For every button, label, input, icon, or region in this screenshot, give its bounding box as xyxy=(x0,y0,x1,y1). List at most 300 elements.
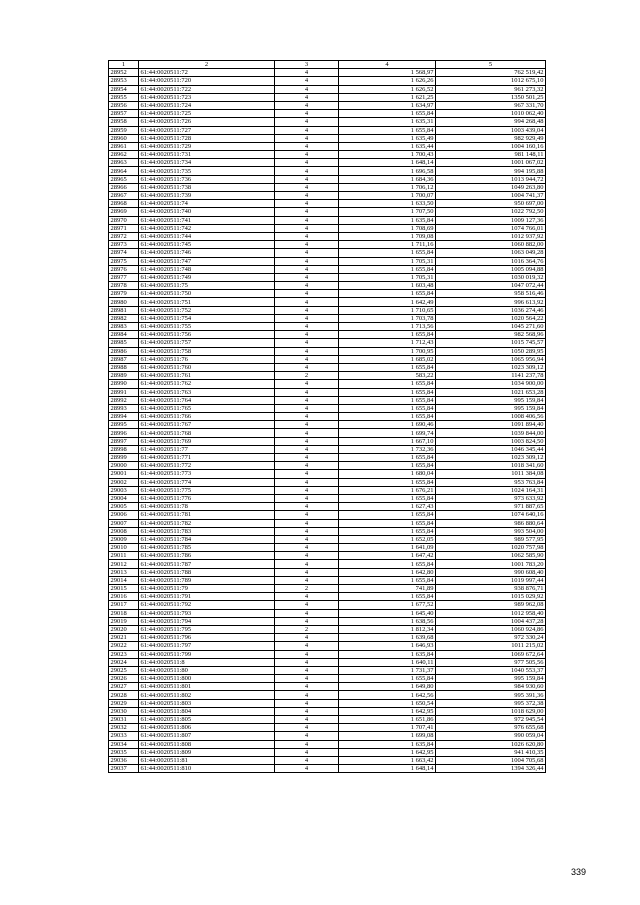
cadastral-number-cell: 61:44:0020511:78 xyxy=(139,503,275,511)
table-row xyxy=(109,265,546,273)
cadastral-value-cell: 1069 672,64 xyxy=(436,650,546,658)
category-cell: 4 xyxy=(275,691,339,699)
cadastral-value-table xyxy=(108,60,546,773)
cadastral-number-cell: 61:44:0020511:742 xyxy=(139,224,275,232)
cadastral-value-cell: 1015 029,92 xyxy=(436,593,546,601)
cadastral-value-cell: 1013 944,72 xyxy=(436,175,546,183)
row-number-cell: 29012 xyxy=(109,560,139,568)
category-cell: 4 xyxy=(275,535,339,543)
cadastral-value-cell: 1023 309,12 xyxy=(436,454,546,462)
area-cell: 1 712,43 xyxy=(339,339,436,347)
cadastral-number-cell: 61:44:0020511:800 xyxy=(139,675,275,683)
cadastral-value-cell: 989 962,08 xyxy=(436,601,546,609)
cadastral-value-cell: 971 887,65 xyxy=(436,503,546,511)
cadastral-number-cell: 61:44:0020511:776 xyxy=(139,494,275,502)
category-cell: 4 xyxy=(275,282,339,290)
cadastral-number-cell: 61:44:0020511:763 xyxy=(139,388,275,396)
row-number-cell: 29000 xyxy=(109,462,139,470)
area-cell: 1 635,49 xyxy=(339,134,436,142)
row-number-cell: 29005 xyxy=(109,503,139,511)
table-row xyxy=(109,134,546,142)
category-cell: 4 xyxy=(275,323,339,331)
cadastral-value-cell: 982 568,96 xyxy=(436,331,546,339)
row-number-cell: 29002 xyxy=(109,478,139,486)
category-cell: 4 xyxy=(275,462,339,470)
table-row xyxy=(109,732,546,740)
category-cell: 4 xyxy=(275,85,339,93)
table-row xyxy=(109,617,546,625)
row-number-cell: 28995 xyxy=(109,421,139,429)
cadastral-value-cell: 1012 675,10 xyxy=(436,77,546,85)
category-cell: 4 xyxy=(275,437,339,445)
table-row xyxy=(109,208,546,216)
cadastral-value-cell: 984 930,60 xyxy=(436,683,546,691)
table-row xyxy=(109,724,546,732)
table-row xyxy=(109,216,546,224)
row-number-cell: 29035 xyxy=(109,748,139,756)
category-cell: 4 xyxy=(275,118,339,126)
row-number-cell: 28983 xyxy=(109,323,139,331)
cadastral-number-cell: 61:44:0020511:761 xyxy=(139,372,275,380)
area-cell: 1 641,09 xyxy=(339,544,436,552)
cadastral-value-cell: 1060 924,86 xyxy=(436,625,546,633)
table-row xyxy=(109,93,546,101)
category-cell: 4 xyxy=(275,192,339,200)
cadastral-value-cell: 1026 620,80 xyxy=(436,740,546,748)
row-number-cell: 28982 xyxy=(109,314,139,322)
area-cell: 1 635,44 xyxy=(339,142,436,150)
row-number-cell: 29026 xyxy=(109,675,139,683)
area-cell: 1 635,84 xyxy=(339,216,436,224)
row-number-cell: 29009 xyxy=(109,535,139,543)
cadastral-value-cell: 994 195,88 xyxy=(436,167,546,175)
row-number-cell: 28956 xyxy=(109,101,139,109)
category-cell: 4 xyxy=(275,544,339,552)
table-row xyxy=(109,544,546,552)
cadastral-number-cell: 61:44:0020511:765 xyxy=(139,404,275,412)
row-number-cell: 28994 xyxy=(109,413,139,421)
cadastral-number-cell: 61:44:0020511:750 xyxy=(139,290,275,298)
row-number-cell: 28998 xyxy=(109,445,139,453)
table-header xyxy=(109,61,546,69)
category-cell: 4 xyxy=(275,634,339,642)
area-cell: 1 655,84 xyxy=(339,290,436,298)
row-number-cell: 29001 xyxy=(109,470,139,478)
row-number-cell: 29034 xyxy=(109,740,139,748)
cadastral-value-cell: 1091 894,40 xyxy=(436,421,546,429)
table-row xyxy=(109,462,546,470)
cadastral-number-cell: 61:44:0020511:791 xyxy=(139,593,275,601)
table-row xyxy=(109,388,546,396)
table-row xyxy=(109,167,546,175)
category-cell: 4 xyxy=(275,658,339,666)
cadastral-number-cell: 61:44:0020511:726 xyxy=(139,118,275,126)
area-cell: 1 635,31 xyxy=(339,118,436,126)
row-number-cell: 28980 xyxy=(109,298,139,306)
cadastral-number-cell: 61:44:0020511:768 xyxy=(139,429,275,437)
row-number-cell: 28970 xyxy=(109,216,139,224)
category-cell: 4 xyxy=(275,650,339,658)
table-row xyxy=(109,273,546,281)
area-cell: 1 710,65 xyxy=(339,306,436,314)
area-cell: 1 648,14 xyxy=(339,159,436,167)
table-row xyxy=(109,175,546,183)
category-cell: 4 xyxy=(275,69,339,77)
category-cell: 4 xyxy=(275,380,339,388)
row-number-cell: 28963 xyxy=(109,159,139,167)
table-row xyxy=(109,232,546,240)
row-number-cell: 28962 xyxy=(109,151,139,159)
table-row xyxy=(109,740,546,748)
cadastral-number-cell: 61:44:0020511:762 xyxy=(139,380,275,388)
cadastral-value-cell: 1022 792,50 xyxy=(436,208,546,216)
category-cell: 4 xyxy=(275,445,339,453)
table-row xyxy=(109,503,546,511)
cadastral-value-cell: 986 880,64 xyxy=(436,519,546,527)
table-row xyxy=(109,601,546,609)
category-cell: 4 xyxy=(275,151,339,159)
table-row xyxy=(109,486,546,494)
row-number-cell: 29036 xyxy=(109,756,139,764)
cadastral-number-cell: 61:44:0020511:810 xyxy=(139,765,275,773)
cadastral-value-cell: 973 633,92 xyxy=(436,494,546,502)
cadastral-number-cell: 61:44:0020511:75 xyxy=(139,282,275,290)
row-number-cell: 28955 xyxy=(109,93,139,101)
category-cell: 2 xyxy=(275,585,339,593)
table-row xyxy=(109,756,546,764)
area-cell: 1 706,12 xyxy=(339,183,436,191)
cadastral-number-cell: 61:44:0020511:764 xyxy=(139,396,275,404)
cadastral-number-cell: 61:44:0020511:809 xyxy=(139,748,275,756)
cadastral-value-cell: 1040 553,37 xyxy=(436,666,546,674)
cadastral-number-cell: 61:44:0020511:735 xyxy=(139,167,275,175)
row-number-cell: 28989 xyxy=(109,372,139,380)
table-row xyxy=(109,257,546,265)
area-cell: 1 705,31 xyxy=(339,273,436,281)
row-number-cell: 28999 xyxy=(109,454,139,462)
row-number-cell: 28965 xyxy=(109,175,139,183)
cadastral-number-cell: 61:44:0020511:755 xyxy=(139,323,275,331)
table-row xyxy=(109,241,546,249)
area-cell: 1 655,84 xyxy=(339,413,436,421)
cadastral-number-cell: 61:44:0020511:792 xyxy=(139,601,275,609)
area-cell: 1 621,25 xyxy=(339,93,436,101)
cadastral-number-cell: 61:44:0020511:80 xyxy=(139,666,275,674)
area-cell: 1 638,56 xyxy=(339,617,436,625)
cadastral-value-cell: 1039 844,00 xyxy=(436,429,546,437)
cadastral-value-cell: 995 159,84 xyxy=(436,396,546,404)
area-cell: 1 655,84 xyxy=(339,331,436,339)
area-cell: 1 642,95 xyxy=(339,748,436,756)
category-cell: 4 xyxy=(275,675,339,683)
cadastral-number-cell: 61:44:0020511:766 xyxy=(139,413,275,421)
cadastral-value-cell: 953 763,84 xyxy=(436,478,546,486)
category-cell: 4 xyxy=(275,642,339,650)
table-row xyxy=(109,290,546,298)
table-row xyxy=(109,593,546,601)
table-row xyxy=(109,142,546,150)
cadastral-number-cell: 61:44:0020511:76 xyxy=(139,355,275,363)
cadastral-value-cell: 1019 997,44 xyxy=(436,576,546,584)
area-cell: 1 700,43 xyxy=(339,151,436,159)
cadastral-number-cell: 61:44:0020511:81 xyxy=(139,756,275,764)
row-number-cell: 28996 xyxy=(109,429,139,437)
table-row xyxy=(109,494,546,502)
cadastral-value-cell: 982 929,49 xyxy=(436,134,546,142)
row-number-cell: 28976 xyxy=(109,265,139,273)
area-cell: 1 655,84 xyxy=(339,404,436,412)
area-cell: 1 812,34 xyxy=(339,625,436,633)
cadastral-number-cell: 61:44:0020511:723 xyxy=(139,93,275,101)
cadastral-number-cell: 61:44:0020511:734 xyxy=(139,159,275,167)
cadastral-value-cell: 995 372,38 xyxy=(436,699,546,707)
area-cell: 741,89 xyxy=(339,585,436,593)
category-cell: 4 xyxy=(275,421,339,429)
cadastral-number-cell: 61:44:0020511:752 xyxy=(139,306,275,314)
cadastral-number-cell: 61:44:0020511:79 xyxy=(139,585,275,593)
cadastral-value-cell: 1001 067,02 xyxy=(436,159,546,167)
area-cell: 1 655,84 xyxy=(339,265,436,273)
category-cell: 4 xyxy=(275,666,339,674)
row-number-cell: 29014 xyxy=(109,576,139,584)
table-row xyxy=(109,69,546,77)
cadastral-value-cell: 1011 384,08 xyxy=(436,470,546,478)
table-row xyxy=(109,585,546,593)
row-number-cell: 28973 xyxy=(109,241,139,249)
table-row xyxy=(109,380,546,388)
row-number-cell: 28977 xyxy=(109,273,139,281)
area-cell: 1 647,42 xyxy=(339,552,436,560)
table-row xyxy=(109,625,546,633)
cadastral-number-cell: 61:44:0020511:787 xyxy=(139,560,275,568)
area-cell: 1 732,36 xyxy=(339,445,436,453)
category-cell: 4 xyxy=(275,142,339,150)
cadastral-value-cell: 995 159,84 xyxy=(436,404,546,412)
area-cell: 1 677,52 xyxy=(339,601,436,609)
cadastral-value-cell: 972 945,54 xyxy=(436,716,546,724)
cadastral-number-cell: 61:44:0020511:758 xyxy=(139,347,275,355)
cadastral-value-cell: 1004 160,16 xyxy=(436,142,546,150)
category-cell: 4 xyxy=(275,429,339,437)
table-row xyxy=(109,478,546,486)
table-row xyxy=(109,445,546,453)
category-cell: 4 xyxy=(275,527,339,535)
category-cell: 4 xyxy=(275,110,339,118)
table-row xyxy=(109,331,546,339)
cadastral-number-cell: 61:44:0020511:784 xyxy=(139,535,275,543)
cadastral-number-cell: 61:44:0020511:749 xyxy=(139,273,275,281)
area-cell: 1 655,84 xyxy=(339,462,436,470)
area-cell: 1 699,74 xyxy=(339,429,436,437)
row-number-cell: 29028 xyxy=(109,691,139,699)
cadastral-value-cell: 1030 019,32 xyxy=(436,273,546,281)
cadastral-value-cell: 1047 072,44 xyxy=(436,282,546,290)
table-row xyxy=(109,666,546,674)
cadastral-number-cell: 61:44:0020511:774 xyxy=(139,478,275,486)
cadastral-number-cell: 61:44:0020511:795 xyxy=(139,625,275,633)
cadastral-number-cell: 61:44:0020511:786 xyxy=(139,552,275,560)
row-number-cell: 28961 xyxy=(109,142,139,150)
row-number-cell: 28986 xyxy=(109,347,139,355)
area-cell: 1 680,04 xyxy=(339,470,436,478)
cadastral-value-cell: 1036 274,46 xyxy=(436,306,546,314)
area-cell: 1 627,43 xyxy=(339,503,436,511)
cadastral-number-cell: 61:44:0020511:736 xyxy=(139,175,275,183)
row-number-cell: 29025 xyxy=(109,666,139,674)
table-row xyxy=(109,192,546,200)
cadastral-value-cell: 1065 956,94 xyxy=(436,355,546,363)
cadastral-value-cell: 941 410,35 xyxy=(436,748,546,756)
row-number-cell: 29013 xyxy=(109,568,139,576)
table-row xyxy=(109,535,546,543)
cadastral-number-cell: 61:44:0020511:754 xyxy=(139,314,275,322)
area-cell: 1 655,84 xyxy=(339,126,436,134)
area-cell: 1 603,48 xyxy=(339,282,436,290)
category-cell: 4 xyxy=(275,388,339,396)
cadastral-number-cell: 61:44:0020511:724 xyxy=(139,101,275,109)
area-cell: 1 642,49 xyxy=(339,298,436,306)
area-cell: 1 655,84 xyxy=(339,249,436,257)
row-number-cell: 28975 xyxy=(109,257,139,265)
table-row xyxy=(109,200,546,208)
area-cell: 1 650,54 xyxy=(339,699,436,707)
category-cell: 4 xyxy=(275,454,339,462)
cadastral-value-cell: 1021 653,28 xyxy=(436,388,546,396)
category-cell: 4 xyxy=(275,290,339,298)
cadastral-value-cell: 990 608,40 xyxy=(436,568,546,576)
area-cell: 1 633,50 xyxy=(339,200,436,208)
table-row xyxy=(109,413,546,421)
area-cell: 1 626,26 xyxy=(339,77,436,85)
cadastral-value-cell: 996 613,92 xyxy=(436,298,546,306)
category-cell: 4 xyxy=(275,716,339,724)
area-cell: 1 667,10 xyxy=(339,437,436,445)
category-cell: 4 xyxy=(275,306,339,314)
area-cell: 1 640,11 xyxy=(339,658,436,666)
cadastral-number-cell: 61:44:0020511:767 xyxy=(139,421,275,429)
row-number-cell: 28984 xyxy=(109,331,139,339)
area-cell: 1 635,84 xyxy=(339,650,436,658)
cadastral-number-cell: 61:44:0020511:785 xyxy=(139,544,275,552)
row-number-cell: 28968 xyxy=(109,200,139,208)
cadastral-number-cell: 61:44:0020511:801 xyxy=(139,683,275,691)
category-cell: 4 xyxy=(275,617,339,625)
table-row xyxy=(109,363,546,371)
cadastral-value-cell: 1350 501,25 xyxy=(436,93,546,101)
category-cell: 4 xyxy=(275,249,339,257)
row-number-cell: 29021 xyxy=(109,634,139,642)
table-row xyxy=(109,282,546,290)
table-row xyxy=(109,658,546,666)
category-cell: 4 xyxy=(275,101,339,109)
cadastral-value-cell: 762 519,42 xyxy=(436,69,546,77)
category-cell: 4 xyxy=(275,77,339,85)
cadastral-number-cell: 61:44:0020511:781 xyxy=(139,511,275,519)
cadastral-value-cell: 1023 309,12 xyxy=(436,363,546,371)
cadastral-number-cell: 61:44:0020511:797 xyxy=(139,642,275,650)
area-cell: 1 635,84 xyxy=(339,740,436,748)
cadastral-value-cell: 990 059,04 xyxy=(436,732,546,740)
cadastral-number-cell: 61:44:0020511:789 xyxy=(139,576,275,584)
row-number-cell: 29029 xyxy=(109,699,139,707)
category-cell: 4 xyxy=(275,363,339,371)
cadastral-value-cell: 994 268,48 xyxy=(436,118,546,126)
cadastral-number-cell: 61:44:0020511:725 xyxy=(139,110,275,118)
row-number-cell: 28992 xyxy=(109,396,139,404)
area-cell: 1 655,84 xyxy=(339,363,436,371)
table-row xyxy=(109,454,546,462)
category-cell: 4 xyxy=(275,519,339,527)
cadastral-value-cell: 967 331,70 xyxy=(436,101,546,109)
cadastral-number-cell: 61:44:0020511:808 xyxy=(139,740,275,748)
category-cell: 4 xyxy=(275,241,339,249)
cadastral-number-cell: 61:44:0020511:796 xyxy=(139,634,275,642)
row-number-cell: 28997 xyxy=(109,437,139,445)
category-cell: 4 xyxy=(275,355,339,363)
table-row xyxy=(109,85,546,93)
cadastral-number-cell: 61:44:0020511:77 xyxy=(139,445,275,453)
page-number: 339 xyxy=(570,867,586,877)
table-row xyxy=(109,421,546,429)
row-number-cell: 29007 xyxy=(109,519,139,527)
category-cell: 4 xyxy=(275,552,339,560)
category-cell: 4 xyxy=(275,707,339,715)
category-cell: 4 xyxy=(275,486,339,494)
area-cell: 1 642,56 xyxy=(339,691,436,699)
row-number-cell: 28964 xyxy=(109,167,139,175)
area-cell: 1 639,68 xyxy=(339,634,436,642)
table-row xyxy=(109,404,546,412)
area-cell: 1 645,40 xyxy=(339,609,436,617)
category-cell: 4 xyxy=(275,756,339,764)
row-number-cell: 28953 xyxy=(109,77,139,85)
category-cell: 4 xyxy=(275,93,339,101)
category-cell: 4 xyxy=(275,216,339,224)
area-cell: 1 700,07 xyxy=(339,192,436,200)
table-row xyxy=(109,396,546,404)
row-number-cell: 28954 xyxy=(109,85,139,93)
cadastral-number-cell: 61:44:0020511:739 xyxy=(139,192,275,200)
table-row xyxy=(109,707,546,715)
cadastral-number-cell: 61:44:0020511:805 xyxy=(139,716,275,724)
area-cell: 1 707,41 xyxy=(339,724,436,732)
table-row xyxy=(109,642,546,650)
cadastral-value-cell: 1074 766,01 xyxy=(436,224,546,232)
cadastral-value-cell: 1012 958,40 xyxy=(436,609,546,617)
table-row xyxy=(109,683,546,691)
category-cell: 4 xyxy=(275,224,339,232)
row-number-cell: 28990 xyxy=(109,380,139,388)
column-header-4: 4 xyxy=(339,61,436,69)
table-row xyxy=(109,224,546,232)
cadastral-value-cell: 1012 937,92 xyxy=(436,232,546,240)
row-number-cell: 28971 xyxy=(109,224,139,232)
area-cell: 1 699,08 xyxy=(339,732,436,740)
cadastral-value-cell: 938 876,71 xyxy=(436,585,546,593)
row-number-cell: 29022 xyxy=(109,642,139,650)
cadastral-value-cell: 1046 345,44 xyxy=(436,445,546,453)
category-cell: 4 xyxy=(275,347,339,355)
category-cell: 4 xyxy=(275,257,339,265)
category-cell: 4 xyxy=(275,167,339,175)
cadastral-number-cell: 61:44:0020511:760 xyxy=(139,363,275,371)
category-cell: 4 xyxy=(275,396,339,404)
cadastral-number-cell: 61:44:0020511:722 xyxy=(139,85,275,93)
cadastral-number-cell: 61:44:0020511:757 xyxy=(139,339,275,347)
cadastral-value-cell: 1003 824,50 xyxy=(436,437,546,445)
row-number-cell: 28952 xyxy=(109,69,139,77)
cadastral-number-cell: 61:44:0020511:772 xyxy=(139,462,275,470)
